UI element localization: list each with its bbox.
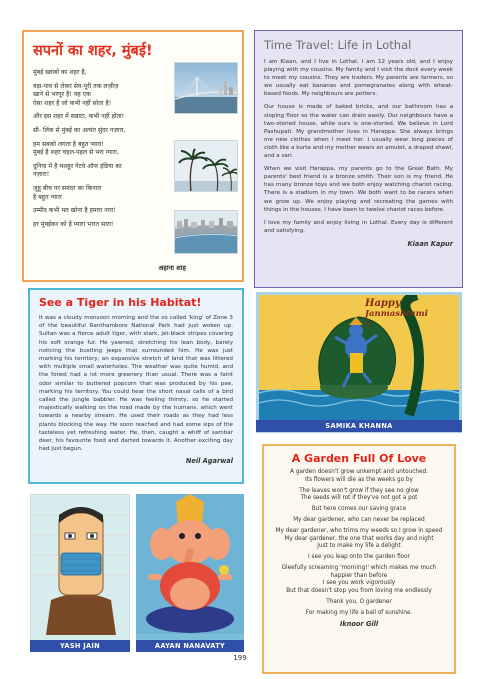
hindi-poem-line: जुहू बीच पर समंदर का किनारा [33,184,102,192]
hindi-poem-line: खाने से भरपूर है! यह एक [33,91,91,99]
hindi-poem-line: दुनिया में है मशहूर गेटवे ऑफ इंडिया का [33,162,122,170]
hindi-poem-author: अहाना शाह [158,264,186,272]
lothal-paragraph: Our house is made of baked bricks, and our bathroom has a sloping floor so the water can drain easily. Our neighbours have a two-storied house, while ours is one-storied. We believe in Lord Pashupati. My grandmother lives in Harappa. She always brings me new clothes when I meet her. I usually wear long pieces of cloth like a kurta and my mother wears an amulet, a draped shawl, and a sari. [264,104,453,160]
lothal-paragraph: I am Kiaan, and I live in Lothal. I am 12 years old, and I enjoy playing with my cousins. My family and I visit the dock every week to meet my cousins. They are traders. My parents are farmers, so we usually eat bananas and pomegranates along with wheat-based foods. My neighbours are potters. [264,59,453,98]
janmashtami-line: Happy [365,298,401,309]
hindi-poem-line: मुंबई है शहर चहल-पहल से भरा न्यारा, [33,149,119,157]
janmashtami-line: Janmashtami [365,309,428,319]
hindi-poem-line: वड़ा-पाव से लेकर सेव-पूरी तक लज़ीज़ [33,82,119,90]
garden-poem-line: But that doesn't stop you from loving me endlessly [286,588,432,595]
garden-poem-line: The seeds will rot if they've not got a pot [300,495,418,502]
hindi-poem-line: और इस शहर में सन्नाटा, कभी नहीं होता! [33,113,125,121]
garden-author: Iknoor Gill [339,619,379,628]
garden-poem-line: The leaves won't grow if they see no glow [299,487,419,494]
garden-poem-line: happier than before [330,572,388,579]
garden-poem-lines [268,469,450,618]
hindi-poem-line: हर मुंबईकर को है प्यारा भारत सारा! [33,220,114,228]
hindi-poem-box [22,30,244,282]
hindi-poem-line: सी- लिंक से मुंबई का अत्यंत सुंदर नज़ारा, [33,126,126,134]
janmashtami-handwritten-text [365,298,441,329]
garden-title: A Garden Full Of Love [291,452,427,465]
tiger-title: See a Tiger in his Habitat! [39,296,202,309]
page-number: 199 [233,654,247,662]
garden-poem-line: My dear gardener, who trims my weeds so I grow in speed [275,528,443,535]
hindi-poem-line: हम सबको लगता है बहुत प्यारा! [33,140,104,148]
lothal-story-box [254,30,463,288]
tiger-author: Neil Agarwal [185,457,233,466]
masked-face-artwork [30,494,130,646]
garden-poem-line: I see you work vigorously [322,580,396,587]
garden-poem-line: Thank you, O gardener [326,599,392,606]
garden-poem-box [262,444,456,674]
ganesha-artwork [136,494,244,646]
garden-poem-line: For making my life a ball of sunshine. [305,610,413,617]
palm-trees-photo [174,140,238,192]
janmashtami-caption: SAMIKA KHANNA [256,420,462,432]
hindi-poem-line: है बहुत न्यारा [33,193,62,201]
garden-poem-line: A garden doesn't grow unkempt and untouched. [290,469,428,475]
aayan-caption: AAYAN NANAVATY [136,640,244,652]
lothal-paragraph: When we visit Harappa, my parents go to the Great Bath. My parents' best friend is a bronze smith. Their son is my friend. He has many bronze toys and we both enjoy watching chariot racing. There is a stadium in my town. We both want to be racers when we grow up. We enjoy playing and recreating the games with things in the houses. I have been to twelve chariot races before. [264,166,453,213]
garden-poem-line: I see you leap onto the garden floor [308,554,410,561]
janmashtami-line: !! [365,319,373,329]
yash-caption: YASH JAIN [30,640,130,652]
hindi-poem-line: उम्मीद कभी मत खोना है हमारा नारा! [33,207,116,215]
tiger-story-text: It was a cloudy monsoon morning and the so called 'king' of Zone 3 of the beautiful Ranthambore National Park had just woken up. Sultan was a fierce adult tiger, with stark, jet-black stripes covering his soft orange fur. He yawned, stretching his lean body, barely noticing the bustling jeeps that surrounded him. He was just marking his territory, an expansive stretch of land that was littered with multiple small waterholes. The weather was quite humid, and the forest had a lot more greenery than usual. There was a faint odor similar to buttered popcorn that was produced by his pee, marking his territory. You could hear the short nasal calls of a bird called the jungle babbler. He was feeling thirsty, so he started majestically walking on the road made by the humans, which went towards a nearby stream. He used their roads as they had less plants blocking the way. He soon reached and had some sips of the tasteless yet refreshing water. He, then, caught a whiff of sambar deer, his favourite food and darted towards it. Another exciting day had just begun. [39,315,233,453]
garden-poem-line: My dear gardener, who can never be replaced [293,517,425,524]
garden-poem-line: Its flowers will die as the weeks go by [305,476,413,483]
hindi-poem-title: सपनों का शहर, मुंबई! [33,43,153,59]
garden-poem-line: My dear gardener, the one that works day and night [284,535,434,542]
garden-poem-line: Just to make my life a delight [317,543,401,550]
sea-link-photo [174,62,238,114]
garden-poem-line: Gleefully screaming 'morning!' which makes me much [281,565,437,572]
hindi-poem-line: ऐसा शहर है जो कभी नहीं सोता है! [33,99,112,107]
hindi-poem-line: नज़ारा! [33,171,50,179]
janmashtami-artwork [256,292,462,433]
marine-drive-photo [174,210,238,254]
garden-poem-line: But here comes our saving grace [311,506,407,513]
lothal-title: Time Travel: Life in Lothal [264,38,412,52]
lothal-author: Kiaan Kapur [407,239,453,248]
hindi-poem-line: मुंबई ख्वाबों का शहर है, [33,69,87,76]
tiger-story-box [28,288,244,484]
lothal-paragraph: I love my family and enjoy living in Lothal. Every day is different and satisfying. [264,219,453,234]
